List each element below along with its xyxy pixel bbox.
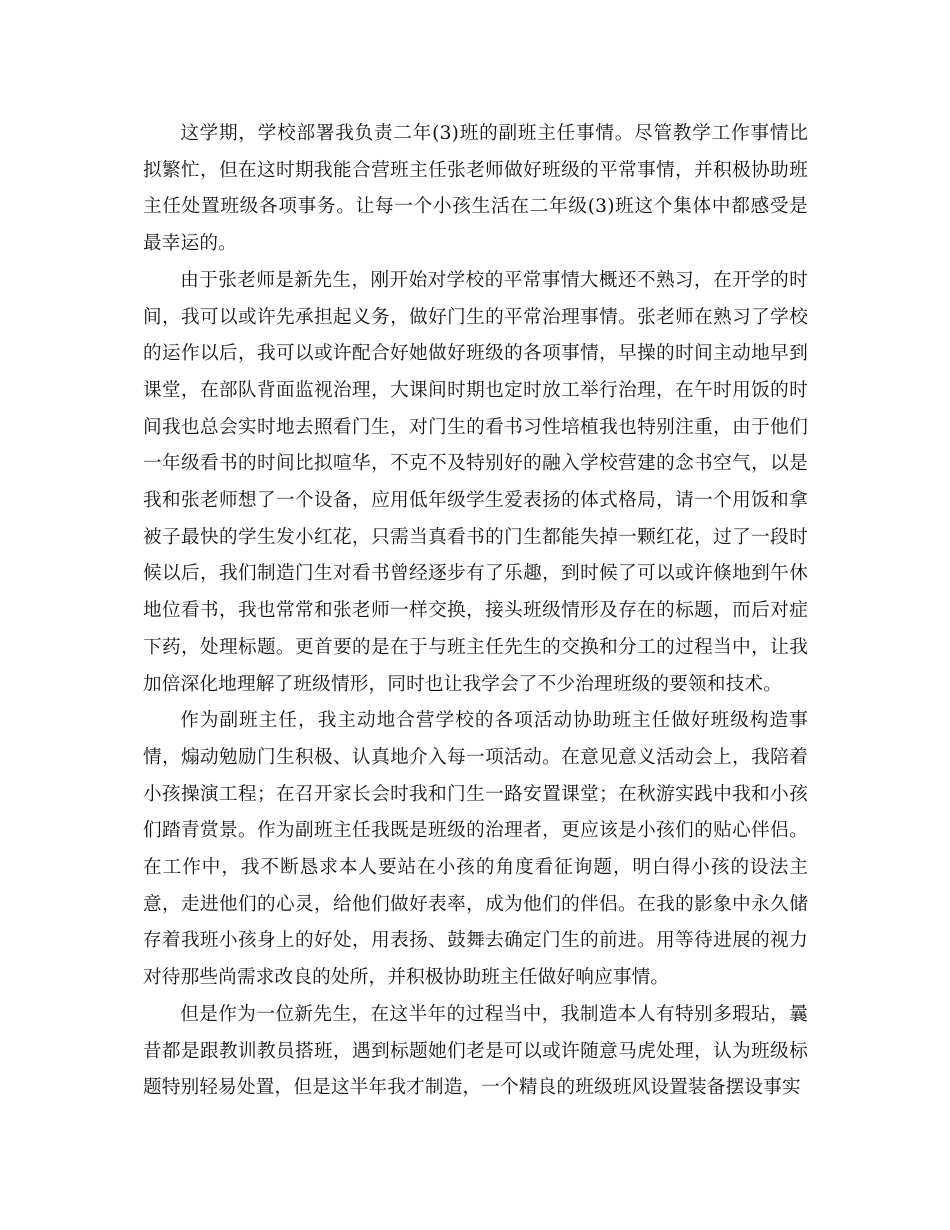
document-body bbox=[143, 116, 808, 1107]
paragraph: 但是作为一位新先生，在这半年的过程当中，我制造本人有特别多瑕玷，曩昔都是跟教训教员搭班，遇到标题她们老是可以或许随意马虎处理，认为班级标题特别轻易处置，但是这半年我才制造，一个精良的班级班风设置装备摆设事实 bbox=[143, 1003, 808, 1099]
paragraph: 作为副班主任，我主动地合营学校的各项活动协助班主任做好班级构造事情，煽动勉励门生积极、认真地介入每一项活动。在意见意义活动会上，我陪着小孩操演工程；在召开家长会时我和门生一路安置课堂；在秋游实践中我和小孩们踏青赏景。作为副班主任我既是班级的治理者，更应该是小孩们的贴心伴侣。在工作中，我不断恳求本人要站在小孩的角度看征询题，明白得小孩的设法主意，走进他们的心灵，给他们做好表率，成为他们的伴侣。在我的影象中永久储存着我班小孩身上的好处，用表扬、鼓舞去确定门生的前进。用等待进展的视力对待那些尚需求改良的处所，并积极协助班主任做好响应事情。 bbox=[143, 710, 808, 989]
paragraph: 这学期，学校部署我负责二年(3)班的副班主任事情。尽管教学工作事情比拟繁忙，但在这时期我能合营班主任张老师做好班级的平常事情，并积极协助班主任处置班级各项事务。让每一个小孩生活在二年级(3)班这个集体中都感受是最幸运的。 bbox=[143, 123, 808, 255]
paragraph: 由于张老师是新先生，刚开始对学校的平常事情大概还不熟习，在开学的时间，我可以或许先承担起义务，做好门生的平常治理事情。张老师在熟习了学校的运作以后，我可以或许配合好她做好班级的各项事情，早操的时间主动地早到课堂，在部队背面监视治理，大课间时期也定时放工举行治理，在午时用饭的时间我也总会实时地去照看门生，对门生的看书习性培植我也特别注重，由于他们一年级看书的时间比拟喧华，不克不及特别好的融入学校营建的念书空气，以是我和张老师想了一个设备，应用低年级学生爱表扬的体式格局，请一个用饭和拿被子最快的学生发小红花，只需当真看书的门生都能失掉一颗红花，过了一段时候以后，我们制造门生对看书曾经逐步有了乐趣，到时候了可以或许倏地到午休地位看书，我也常常和张老师一样交换，接头班级情形及存在的标题，而后对症下药，处理标题。更首要的是在于与班主任先生的交换和分工的过程当中，让我加倍深化地理解了班级情形，同时也让我学会了不少治理班级的要领和技术。 bbox=[143, 269, 808, 695]
